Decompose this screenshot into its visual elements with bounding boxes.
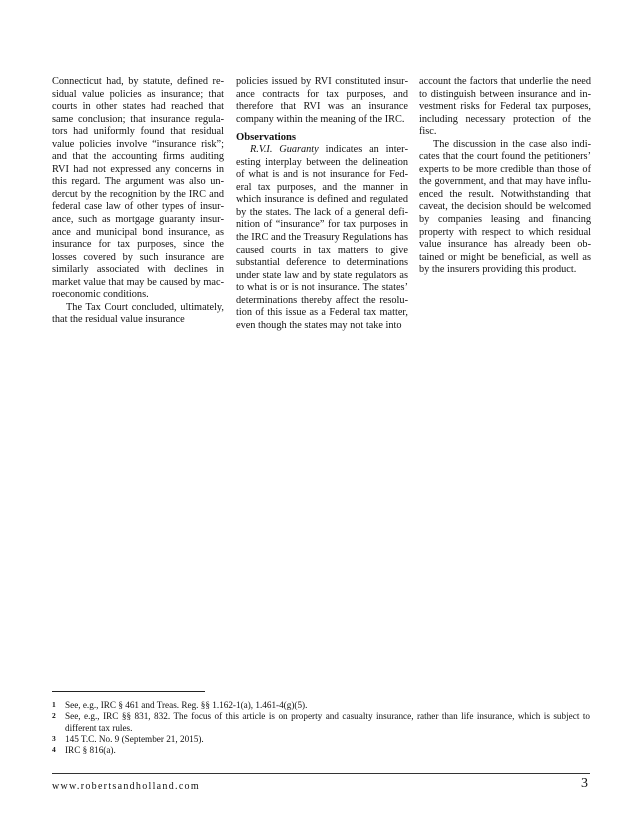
footnote: [52, 711, 590, 734]
page-number: 3: [581, 776, 588, 791]
footnote-number: 4: [52, 745, 56, 755]
footnotes: [52, 700, 590, 756]
body-paragraph: [236, 144, 408, 332]
body-text: indicates an interesting interplay between the delineation of what is and is not insurance for Federal tax purposes, and the manner in which insurance is defined and regulated by the states. The lack of a general definition of “insurance” for tax purposes in the IRC and the Treasury Regulations has caused courts in tax matters to give substantial deference to determinations under state law and by state regulators as to what is or is not insurance. The states’ determinations thereby affect the resolution of this issue as a Federal tax matter, even though the states may not take into: [236, 144, 408, 331]
footnote-text: See, e.g., IRC § 461 and Treas. Reg. §§ 1.162-1(a), 1.461-4(g)(5).: [65, 700, 308, 710]
footnote-text: IRC § 816(a).: [65, 745, 116, 756]
body-column-1: [52, 76, 224, 327]
footnote: [52, 745, 590, 756]
footnote: [52, 700, 590, 711]
footnote-text: See, e.g., IRC §§ 831, 832. The focus of this article is on property and casualty insurance, rather than life insurance, which is subject to different tax rules.: [65, 711, 590, 733]
body-column-2: [236, 76, 408, 332]
footnote-text: 145 T.C. No. 9 (September 21, 2015).: [65, 733, 204, 744]
body-paragraph: account the factors that underlie the need to distinguish between insurance and investment risks for Federal tax purposes, including necessary protection of the fisc.: [419, 76, 591, 138]
body-paragraph: The discussion in the case also indicates that the court found the petitioners’ experts to be more credible than those of the government, and that may have influenced the result. Notwithstanding that caveat, the decision should be welcomed by companies leasing and financing property with respect to which residual value insurance has already been obtained or might be beneficial, as well as by the insurers providing this product.: [419, 138, 591, 276]
footnote-number: 2: [52, 711, 56, 721]
section-heading-observations: Observations: [236, 132, 297, 144]
footer-website: www.robertsandholland.com: [52, 781, 200, 792]
body-paragraph: The Tax Court concluded, ultimately, that the residual value insurance: [52, 301, 224, 326]
body-column-3: [419, 76, 591, 277]
footnote-number: 3: [52, 733, 56, 743]
body-paragraph: Connecticut had, by statute, defined residual value policies as insurance; that courts in other states had reached that same conclusion; that insurance regulators had uniformly found that residual value policies involve “insurance risk”; and that the accounting firms auditing RVI had not expressed any concerns in this regard. The argument was also undercut by the recognition by the IRC and federal case law of other types of insurance, such as mortgage guaranty insurance and municipal bond insurance, as insurance for tax purposes, since the losses covered by such insurance are similarly associated with declines in market value that may be caused by macroeconomic conditions.: [52, 76, 224, 301]
case-name: R.V.I. Guaranty: [250, 144, 319, 156]
footnote-divider: [52, 691, 205, 692]
footnote: [52, 734, 590, 745]
footnote-number: 1: [52, 700, 56, 709]
body-paragraph: policies issued by RVI constituted insurance contracts for tax purposes, and therefore that RVI was an insurance company within the meaning of the IRC.: [236, 76, 408, 125]
footer-divider: [52, 773, 590, 774]
